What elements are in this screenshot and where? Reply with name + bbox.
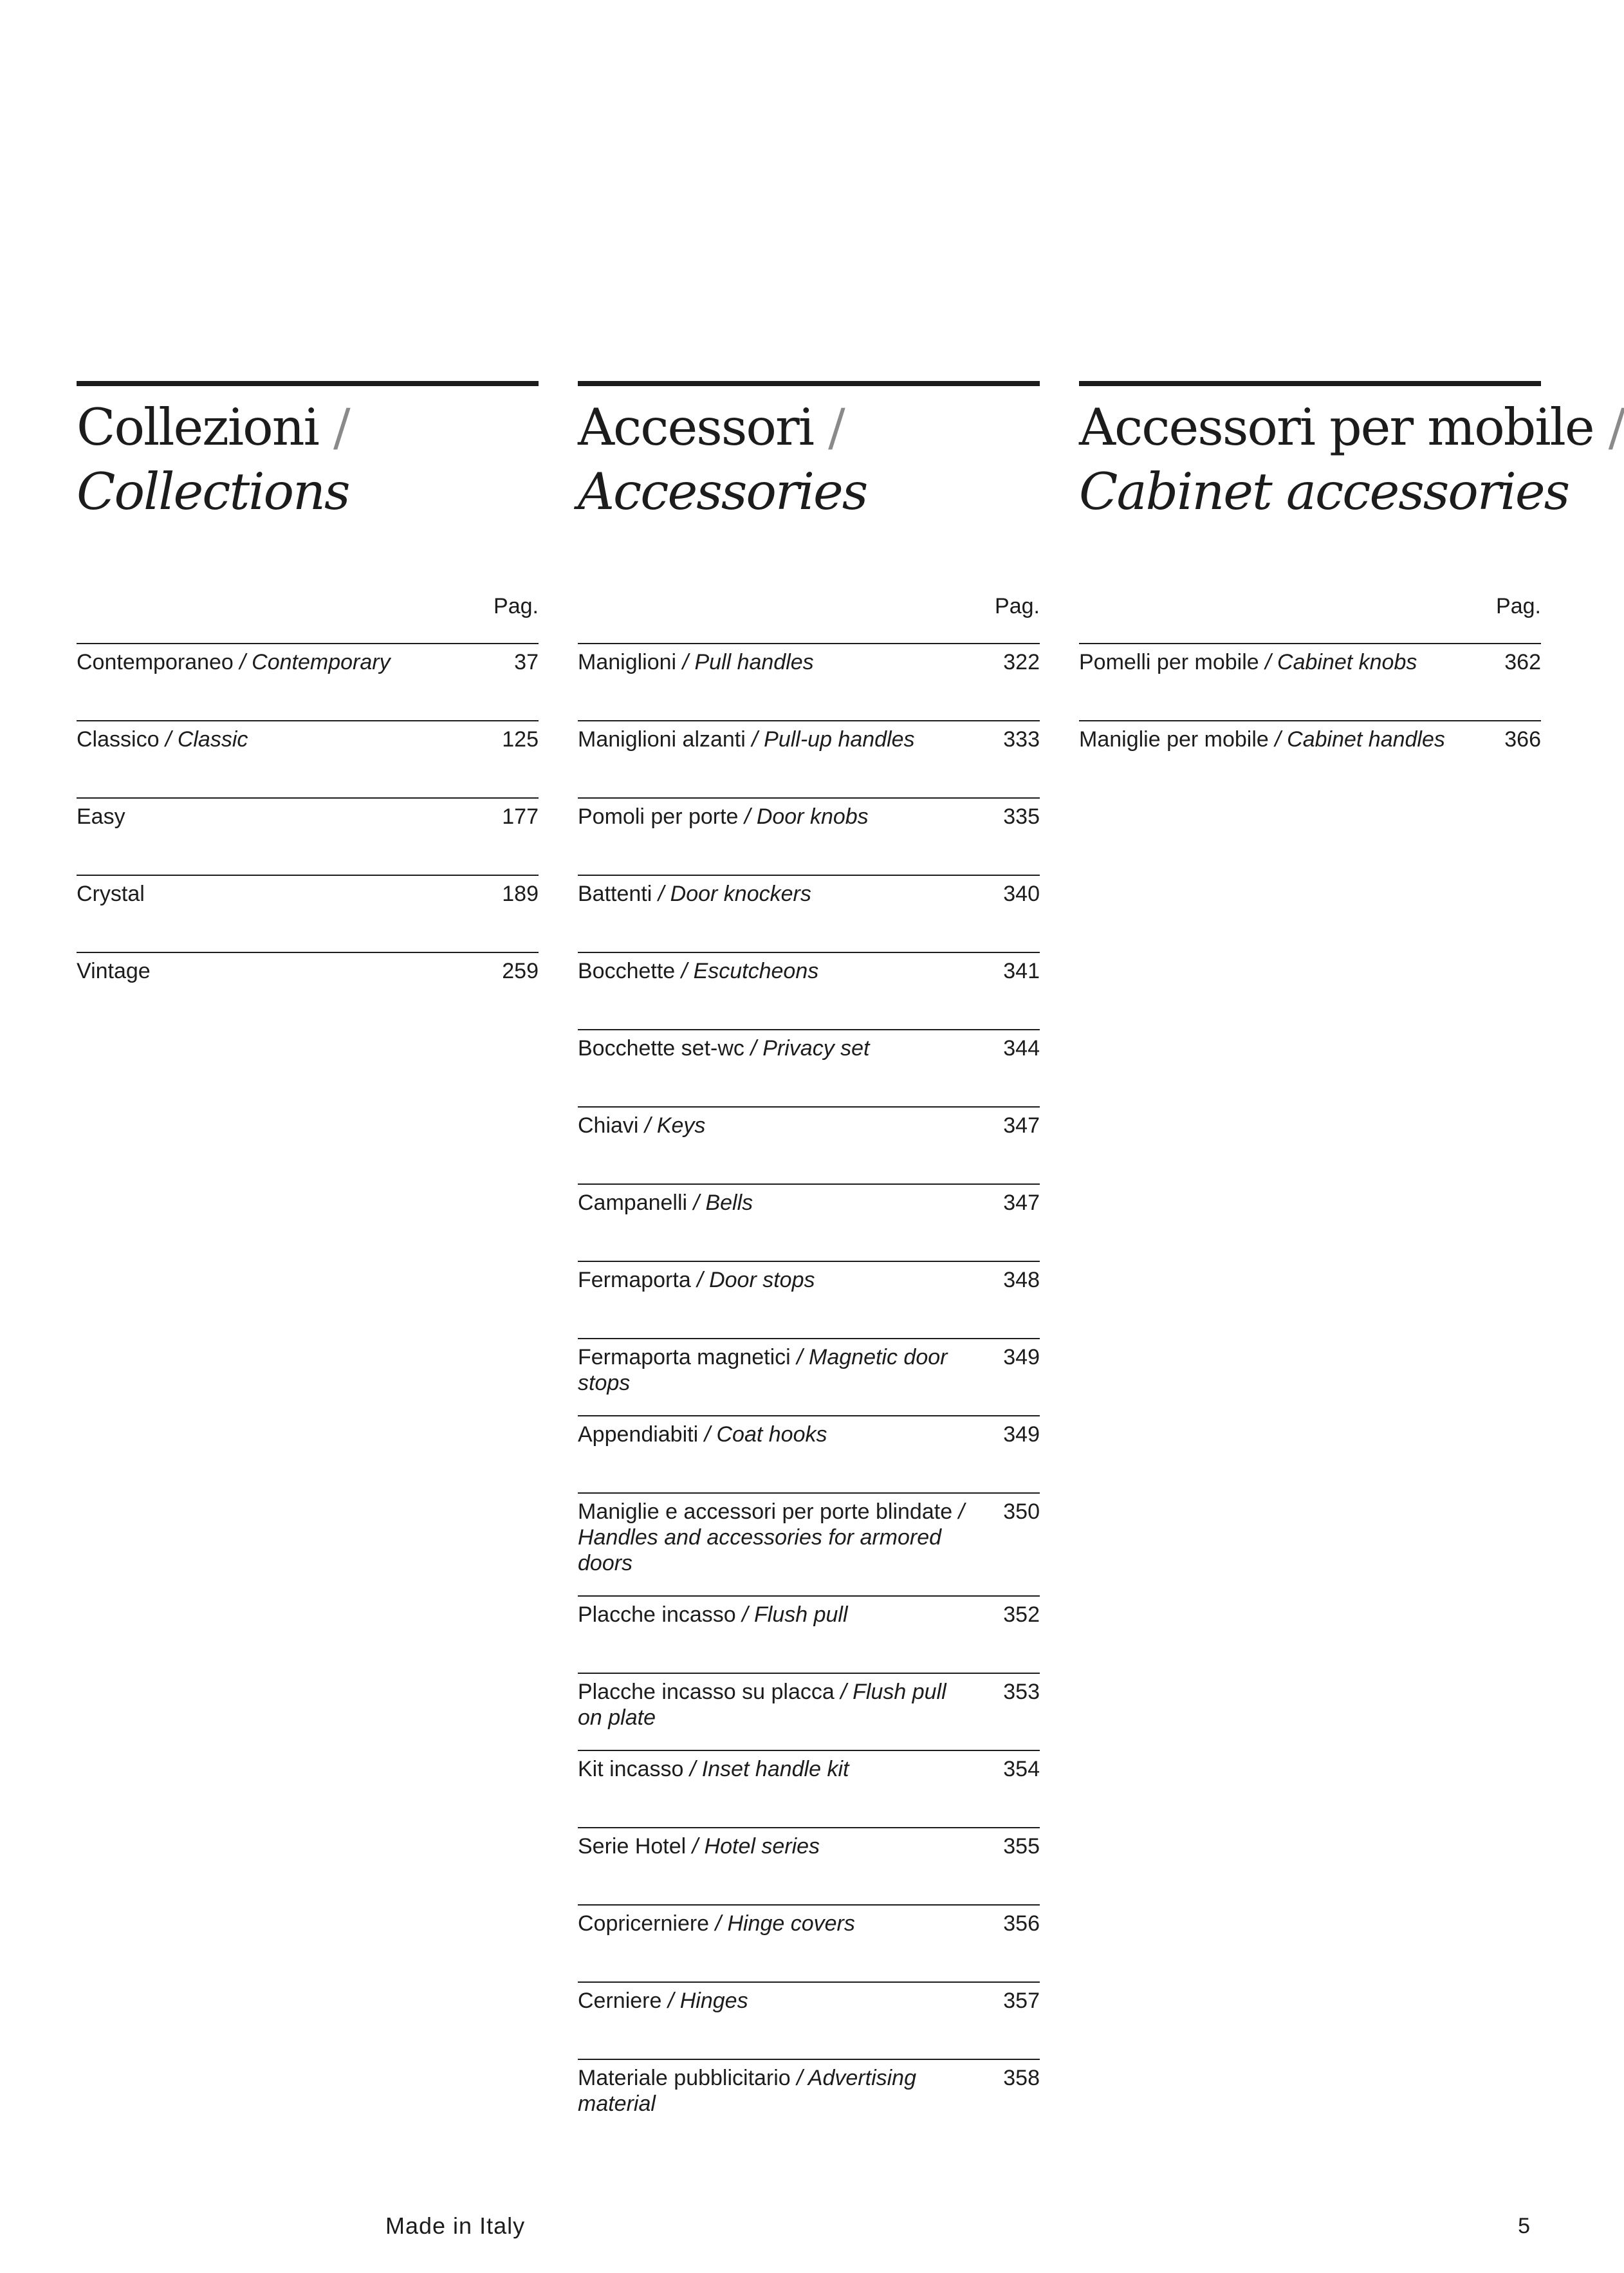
column-top-rule xyxy=(578,381,1040,386)
entry-page-number: 322 xyxy=(1003,650,1040,674)
entry-english: Handles and accessories for armored doors xyxy=(578,1525,942,1575)
entry-label: Cerniere / Hinges xyxy=(578,1989,748,2013)
entry-label: Maniglie per mobile / Cabinet handles xyxy=(1079,727,1445,752)
toc-entry[interactable] xyxy=(578,643,1040,720)
entry-label: Maniglioni / Pull handles xyxy=(578,650,814,674)
entry-page-number: 333 xyxy=(1003,727,1040,752)
entry-italian: Chiavi xyxy=(578,1113,639,1138)
entry-label: Pomelli per mobile / Cabinet knobs xyxy=(1079,650,1417,674)
entry-italian: Placche incasso xyxy=(578,1602,736,1627)
entry-english: Hinge covers xyxy=(727,1911,855,1936)
toc-entry[interactable] xyxy=(578,2059,1040,2136)
column-accessories xyxy=(578,381,1040,2116)
entry-english: Pull handles xyxy=(694,650,814,674)
entry-english: Cabinet handles xyxy=(1287,727,1445,752)
toc-entry[interactable] xyxy=(578,1827,1040,1904)
entry-list xyxy=(578,643,1040,2136)
entry-page-number: 352 xyxy=(1003,1602,1040,1627)
toc-entry[interactable] xyxy=(1079,720,1541,797)
footer-made-in-italy: Made in Italy xyxy=(385,2213,526,2239)
heading-english: Collections xyxy=(77,462,349,521)
page-column-header: Pag. xyxy=(995,594,1040,618)
toc-entry[interactable] xyxy=(578,1106,1040,1183)
entry-page-number: 344 xyxy=(1003,1036,1040,1061)
entry-page-number: 353 xyxy=(1003,1680,1040,1704)
heading-english: Accessories xyxy=(578,462,867,521)
entry-label: Campanelli / Bells xyxy=(578,1191,753,1215)
entry-label: Copricerniere / Hinge covers xyxy=(578,1911,855,1936)
entry-label xyxy=(77,958,469,984)
entry-english: Flush pull on plate xyxy=(578,1680,946,1730)
entry-english: Inset handle kit xyxy=(701,1757,849,1781)
entry-label: Appendiabiti / Coat hooks xyxy=(578,1422,827,1447)
heading-italian: Accessori per mobile xyxy=(1079,398,1594,457)
entry-label: Battenti / Door knockers xyxy=(578,882,811,906)
entry-italian: Kit incasso xyxy=(578,1757,684,1781)
entry-english: Escutcheons xyxy=(693,959,819,983)
entry-page-number: 335 xyxy=(1003,804,1040,829)
toc-entry[interactable] xyxy=(578,797,1040,875)
entry-italian: Placche incasso su placca xyxy=(578,1680,835,1704)
entry-page-number: 366 xyxy=(1504,727,1541,752)
entry-italian: Copricerniere xyxy=(578,1911,710,1936)
column-heading: Accessori / Accessories xyxy=(578,395,1040,524)
entry-label: Classico / Classic xyxy=(77,727,248,752)
entry-page-number: 189 xyxy=(502,882,539,906)
entry-page-number: 362 xyxy=(1504,650,1541,674)
toc-entry[interactable] xyxy=(77,643,539,720)
entry-page-number: 356 xyxy=(1003,1911,1040,1936)
entry-page-number: 355 xyxy=(1003,1834,1040,1859)
toc-entry[interactable] xyxy=(77,875,539,952)
toc-entry[interactable] xyxy=(77,952,539,1029)
entry-english: Contemporary xyxy=(252,650,391,674)
column-top-rule xyxy=(1079,381,1541,386)
entry-list xyxy=(1079,643,1541,797)
entry-page-number: 341 xyxy=(1003,959,1040,983)
entry-label xyxy=(77,804,469,830)
entry-label: Maniglioni alzanti / Pull-up handles xyxy=(578,727,915,752)
entry-label: Kit incasso / Inset handle kit xyxy=(578,1757,849,1781)
entry-list xyxy=(77,643,539,1029)
entry-italian: Maniglioni xyxy=(578,650,677,674)
column-top-rule xyxy=(77,381,539,386)
entry-label: Serie Hotel / Hotel series xyxy=(578,1834,820,1859)
toc-entry[interactable] xyxy=(578,1492,1040,1595)
toc-entry[interactable] xyxy=(578,1029,1040,1106)
entry-label: Maniglie e accessori per porte blindate / Handles and accessories for armored doors xyxy=(578,1499,965,1575)
toc-entry[interactable] xyxy=(578,1981,1040,2059)
entry-english: Classic xyxy=(177,727,248,752)
entry-italian: Easy xyxy=(77,804,125,829)
entry-label: Contemporaneo / Contemporary xyxy=(77,650,391,674)
toc-entry[interactable] xyxy=(77,797,539,875)
entry-label: Materiale pubblicitario / Advertising material xyxy=(578,2066,917,2116)
entry-page-number: 349 xyxy=(1003,1422,1040,1447)
entry-italian: Fermaporta magnetici xyxy=(578,1345,791,1369)
footer-page-number: 5 xyxy=(1518,2214,1530,2238)
column-cabinet-accessories xyxy=(1079,381,1624,752)
entry-english: Keys xyxy=(656,1113,706,1138)
entry-italian: Serie Hotel xyxy=(578,1834,687,1859)
heading-english: Cabinet accessories xyxy=(1079,462,1569,521)
entry-page-number: 347 xyxy=(1003,1113,1040,1138)
page-column-header: Pag. xyxy=(1496,594,1541,618)
entry-page-number: 125 xyxy=(502,727,539,752)
entry-italian: Battenti xyxy=(578,882,652,906)
entry-italian: Classico xyxy=(77,727,160,752)
column-heading: Collezioni / Collections xyxy=(77,395,539,524)
entry-italian: Maniglie e accessori per porte blindate xyxy=(578,1499,953,1524)
toc-entry[interactable] xyxy=(578,1415,1040,1492)
column-heading: Accessori per mobile / Cabinet accessories xyxy=(1079,395,1541,524)
entry-italian: Cerniere xyxy=(578,1989,662,2013)
entry-english: Hinges xyxy=(679,1989,748,2013)
toc-entry[interactable] xyxy=(578,875,1040,952)
toc-entry[interactable] xyxy=(1079,643,1541,720)
entry-italian: Appendiabiti xyxy=(578,1422,699,1447)
entry-italian: Contemporaneo xyxy=(77,650,234,674)
entry-english: Magnetic door stops xyxy=(578,1345,948,1395)
toc-entry[interactable] xyxy=(578,952,1040,1029)
entry-italian: Materiale pubblicitario xyxy=(578,2066,791,2090)
entry-page-number: 354 xyxy=(1003,1757,1040,1781)
entry-english: Hotel series xyxy=(704,1834,820,1859)
entry-label: Fermaporta / Door stops xyxy=(578,1268,815,1292)
toc-entry[interactable] xyxy=(77,720,539,797)
entry-english: Bells xyxy=(705,1191,753,1215)
entry-label: Placche incasso su placca / Flush pull on plate xyxy=(578,1680,946,1730)
entry-label: Bocchette set-wc / Privacy set xyxy=(578,1036,870,1061)
entry-english: Door stops xyxy=(709,1268,815,1292)
entry-label: Fermaporta magnetici / Magnetic door stops xyxy=(578,1345,948,1395)
toc-entry[interactable] xyxy=(578,1595,1040,1673)
heading-italian: Accessori xyxy=(578,398,813,457)
entry-page-number: 177 xyxy=(502,804,539,829)
column-collections xyxy=(77,381,539,983)
entry-page-number: 347 xyxy=(1003,1191,1040,1215)
entry-italian: Fermaporta xyxy=(578,1268,691,1292)
entry-italian: Pomoli per porte xyxy=(578,804,739,829)
entry-page-number: 349 xyxy=(1003,1345,1040,1369)
entry-italian: Vintage xyxy=(77,959,151,983)
entry-italian: Crystal xyxy=(77,882,145,906)
entry-label xyxy=(77,881,469,907)
toc-entry[interactable] xyxy=(578,720,1040,797)
entry-english: Cabinet knobs xyxy=(1277,650,1417,674)
toc-entry[interactable] xyxy=(578,1183,1040,1261)
toc-entry[interactable] xyxy=(578,1673,1040,1750)
entry-label: Placche incasso / Flush pull xyxy=(578,1602,848,1627)
entry-english: Pull-up handles xyxy=(764,727,915,752)
entry-label: Chiavi / Keys xyxy=(578,1113,706,1138)
entry-page-number: 37 xyxy=(514,650,539,674)
entry-page-number: 348 xyxy=(1003,1268,1040,1292)
entry-english: Advertising material xyxy=(578,2066,917,2116)
toc-entry[interactable] xyxy=(578,1750,1040,1827)
toc-entry[interactable] xyxy=(578,1904,1040,1981)
entry-english: Coat hooks xyxy=(716,1422,827,1447)
toc-entry[interactable] xyxy=(578,1338,1040,1415)
heading-italian: Collezioni xyxy=(77,398,318,457)
entry-english: Flush pull xyxy=(754,1602,848,1627)
entry-page-number: 340 xyxy=(1003,882,1040,906)
entry-label: Bocchette / Escutcheons xyxy=(578,959,819,983)
entry-italian: Maniglioni alzanti xyxy=(578,727,746,752)
toc-entry[interactable] xyxy=(578,1261,1040,1338)
entry-page-number: 350 xyxy=(1003,1499,1040,1524)
page-column-header: Pag. xyxy=(494,594,539,618)
entry-italian: Campanelli xyxy=(578,1191,688,1215)
entry-italian: Pomelli per mobile xyxy=(1079,650,1259,674)
entry-english: Privacy set xyxy=(762,1036,870,1061)
entry-page-number: 358 xyxy=(1003,2066,1040,2090)
entry-italian: Bocchette xyxy=(578,959,676,983)
entry-page-number: 259 xyxy=(502,959,539,983)
entry-label: Pomoli per porte / Door knobs xyxy=(578,804,869,829)
entry-italian: Bocchette set-wc xyxy=(578,1036,744,1061)
entry-italian: Maniglie per mobile xyxy=(1079,727,1269,752)
entry-page-number: 357 xyxy=(1003,1989,1040,2013)
entry-english: Door knockers xyxy=(670,882,811,906)
entry-english: Door knobs xyxy=(756,804,869,829)
